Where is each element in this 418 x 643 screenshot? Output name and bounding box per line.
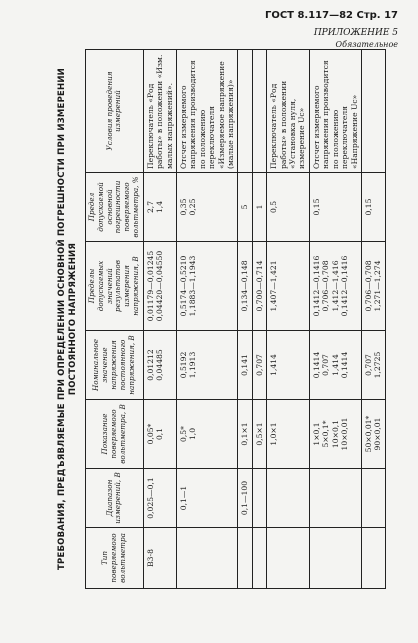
- cell-error: [252, 173, 266, 242]
- error-value: 5: [240, 204, 250, 210]
- error-value: 0,15: [363, 198, 373, 216]
- nominal-value: 0,707: [363, 354, 373, 376]
- cell-type: [177, 528, 238, 589]
- cell-type: В3-8: [143, 528, 176, 589]
- reading-value: 0,1×1: [240, 422, 250, 446]
- limits-value: 0,1412—0,1416: [311, 255, 321, 317]
- error-value: 0,35: [179, 198, 188, 216]
- cell-range: [309, 469, 361, 528]
- col-header-limits: Пределы допускаемых значений результатов измерения напряжения, В: [86, 242, 144, 331]
- cell-limits: [177, 242, 238, 331]
- reading-value: 0,05*: [145, 423, 155, 445]
- col-header-reading: Показание поверяемого вольтметра, В: [86, 400, 144, 469]
- cell-conditions: Отсчет измеряемого напряжения производится по положению переключателя «Напряжение Uс»: [309, 50, 361, 173]
- cell-limits: [238, 242, 252, 331]
- cell-nominal: [143, 331, 176, 400]
- limits-value: 0,1412—0,1416: [340, 255, 350, 317]
- cell-range: 0,1—1: [177, 469, 238, 528]
- error-value: 1,4: [155, 200, 165, 214]
- nominal-value: 1,2725: [373, 351, 383, 379]
- nominal-value: 0,707: [254, 354, 264, 376]
- cell-nominal: [361, 331, 385, 400]
- cell-type: [238, 528, 252, 589]
- cell-type: [309, 528, 361, 589]
- nominal-value: 0,707: [321, 354, 331, 376]
- limits-value: 0,134—0,148: [240, 260, 250, 312]
- limits-value: 0,706—0,708: [321, 260, 331, 312]
- nominal-value: 0,04485: [155, 349, 165, 381]
- reading-value: 10×0,01: [340, 417, 350, 451]
- limits-value: 0,04420—0,04550: [155, 250, 165, 322]
- error-value: 0,25: [188, 198, 198, 216]
- cell-nominal: [177, 331, 238, 400]
- table-title-line-2: ПОСТОЯННОГО НАПРЯЖЕНИЯ: [68, 242, 78, 396]
- standard-number: ГОСТ 8.117—82 Стр. 17: [264, 10, 398, 21]
- table-header-row: [86, 50, 144, 589]
- cell-type: [252, 528, 266, 589]
- cell-nominal: [309, 331, 361, 400]
- error-value: 0,5: [269, 200, 279, 214]
- table-row: [143, 50, 176, 589]
- appendix-subtitle: Обязательное: [335, 40, 398, 49]
- cell-conditions: [361, 50, 385, 173]
- cell-nominal: [267, 331, 310, 400]
- table-row: [267, 50, 310, 589]
- cell-error: [309, 173, 361, 242]
- col-header-type: Тип поверяемого вольтметра: [86, 528, 144, 589]
- nominal-value: 0,1414: [340, 351, 350, 379]
- limits-value: 0,700—0,714: [254, 260, 264, 312]
- nominal-value: 0,01212: [145, 349, 155, 381]
- table-title-line-1: ТРЕБОВАНИЯ, ПРЕДЪЯВЛЯЕМЫЕ ПРИ ОПРЕДЕЛЕНИИ ОСНОВНОЙ ПОГРЕШНОСТИ ПРИ ИЗМЕРЕНИИ: [57, 68, 67, 570]
- cell-limits: [309, 242, 361, 331]
- cell-type: [361, 528, 385, 589]
- cell-error: [143, 173, 176, 242]
- reading-value: 1,0: [188, 427, 198, 441]
- table-body: [143, 50, 385, 589]
- cell-range: [252, 469, 266, 528]
- cell-nominal: [238, 331, 252, 400]
- limits-value: 0,5174—0,5210: [179, 255, 188, 317]
- cell-error: [238, 173, 252, 242]
- cell-type: [267, 528, 310, 589]
- cell-conditions: Отсчет измеряемого напряжения производится по положению переключателя «Измеряемое напряжение (малые напряжения)»: [177, 50, 238, 173]
- limits-value: 0,01179—0,01245: [145, 250, 155, 322]
- nominal-value: 0,141: [240, 354, 250, 376]
- cell-nominal: [252, 331, 266, 400]
- page-header: [0, 6, 418, 50]
- reading-value: 10×0,1: [330, 419, 340, 449]
- limits-value: 1,412—1,416: [330, 260, 340, 312]
- col-header-range: Диапазон измерений, В: [86, 469, 144, 528]
- table-row: [252, 50, 266, 589]
- cell-range: 0,1—100: [238, 469, 252, 528]
- cell-conditions: [252, 50, 266, 173]
- cell-conditions: Переключатель «Род работы» в положении «Изм. малых напряжений».: [143, 50, 176, 173]
- table-row: [238, 50, 252, 589]
- nominal-value: 1,414: [269, 354, 279, 376]
- cell-conditions: Переключатель «Род работы» в положении «Установка нуля, измерение Uс»: [267, 50, 310, 173]
- cell-limits: [267, 242, 310, 331]
- limits-value: 1,407—1,421: [269, 260, 279, 312]
- cell-conditions: [238, 50, 252, 173]
- cell-reading: [267, 400, 310, 469]
- limits-value: 1,271—1,274: [373, 260, 383, 312]
- cell-range: 0,025—0,1: [143, 469, 176, 528]
- col-header-error: Предел допускаемой основной погрешности поверяемого вольтметра, %: [86, 173, 144, 242]
- error-value: 1: [254, 204, 264, 210]
- table-row: [361, 50, 385, 589]
- cell-error: [361, 173, 385, 242]
- limits-value: 0,706—0,708: [363, 260, 373, 312]
- nominal-value: 1,414: [330, 354, 340, 376]
- col-header-nominal: Номинальное значение напряжения постоянного напряжения, В: [86, 331, 144, 400]
- cell-reading: [177, 400, 238, 469]
- reading-value: 0,5×1: [254, 422, 264, 446]
- reading-value: 0,5*: [179, 426, 188, 442]
- cell-error: [267, 173, 310, 242]
- cell-reading: [309, 400, 361, 469]
- cell-range: [267, 469, 310, 528]
- cell-reading: [143, 400, 176, 469]
- cell-reading: [238, 400, 252, 469]
- table-row: [177, 50, 238, 589]
- table-title: [57, 49, 79, 589]
- cell-limits: [143, 242, 176, 331]
- error-value: 2,7: [145, 200, 155, 214]
- cell-reading: [361, 400, 385, 469]
- nominal-value: 0,5192: [179, 351, 188, 379]
- reading-value: 90×0,01: [373, 417, 383, 451]
- nominal-value: 1,1913: [188, 351, 198, 379]
- reading-value: 1×0,1: [311, 422, 321, 446]
- appendix-title: ПРИЛОЖЕНИЕ 5: [313, 28, 398, 38]
- limits-value: 1,1883—1,1943: [188, 255, 198, 317]
- reading-value: 1,0×1: [269, 422, 279, 446]
- error-value: 0,15: [311, 198, 321, 216]
- cell-limits: [361, 242, 385, 331]
- cell-error: [177, 173, 238, 242]
- cell-reading: [252, 400, 266, 469]
- cell-range: [361, 469, 385, 528]
- reading-value: 50×0,01*: [363, 415, 373, 453]
- rotated-table-block: [55, 49, 405, 589]
- appendix-label: [314, 28, 398, 50]
- reading-value: 5×0,1*: [321, 420, 331, 448]
- reading-value: 0,1: [155, 427, 165, 441]
- nominal-value: 0,1414: [311, 351, 321, 379]
- col-header-conditions: Условия проведения измерений: [86, 50, 144, 173]
- table-row: [309, 50, 361, 589]
- requirements-table: [85, 49, 386, 589]
- cell-limits: [252, 242, 266, 331]
